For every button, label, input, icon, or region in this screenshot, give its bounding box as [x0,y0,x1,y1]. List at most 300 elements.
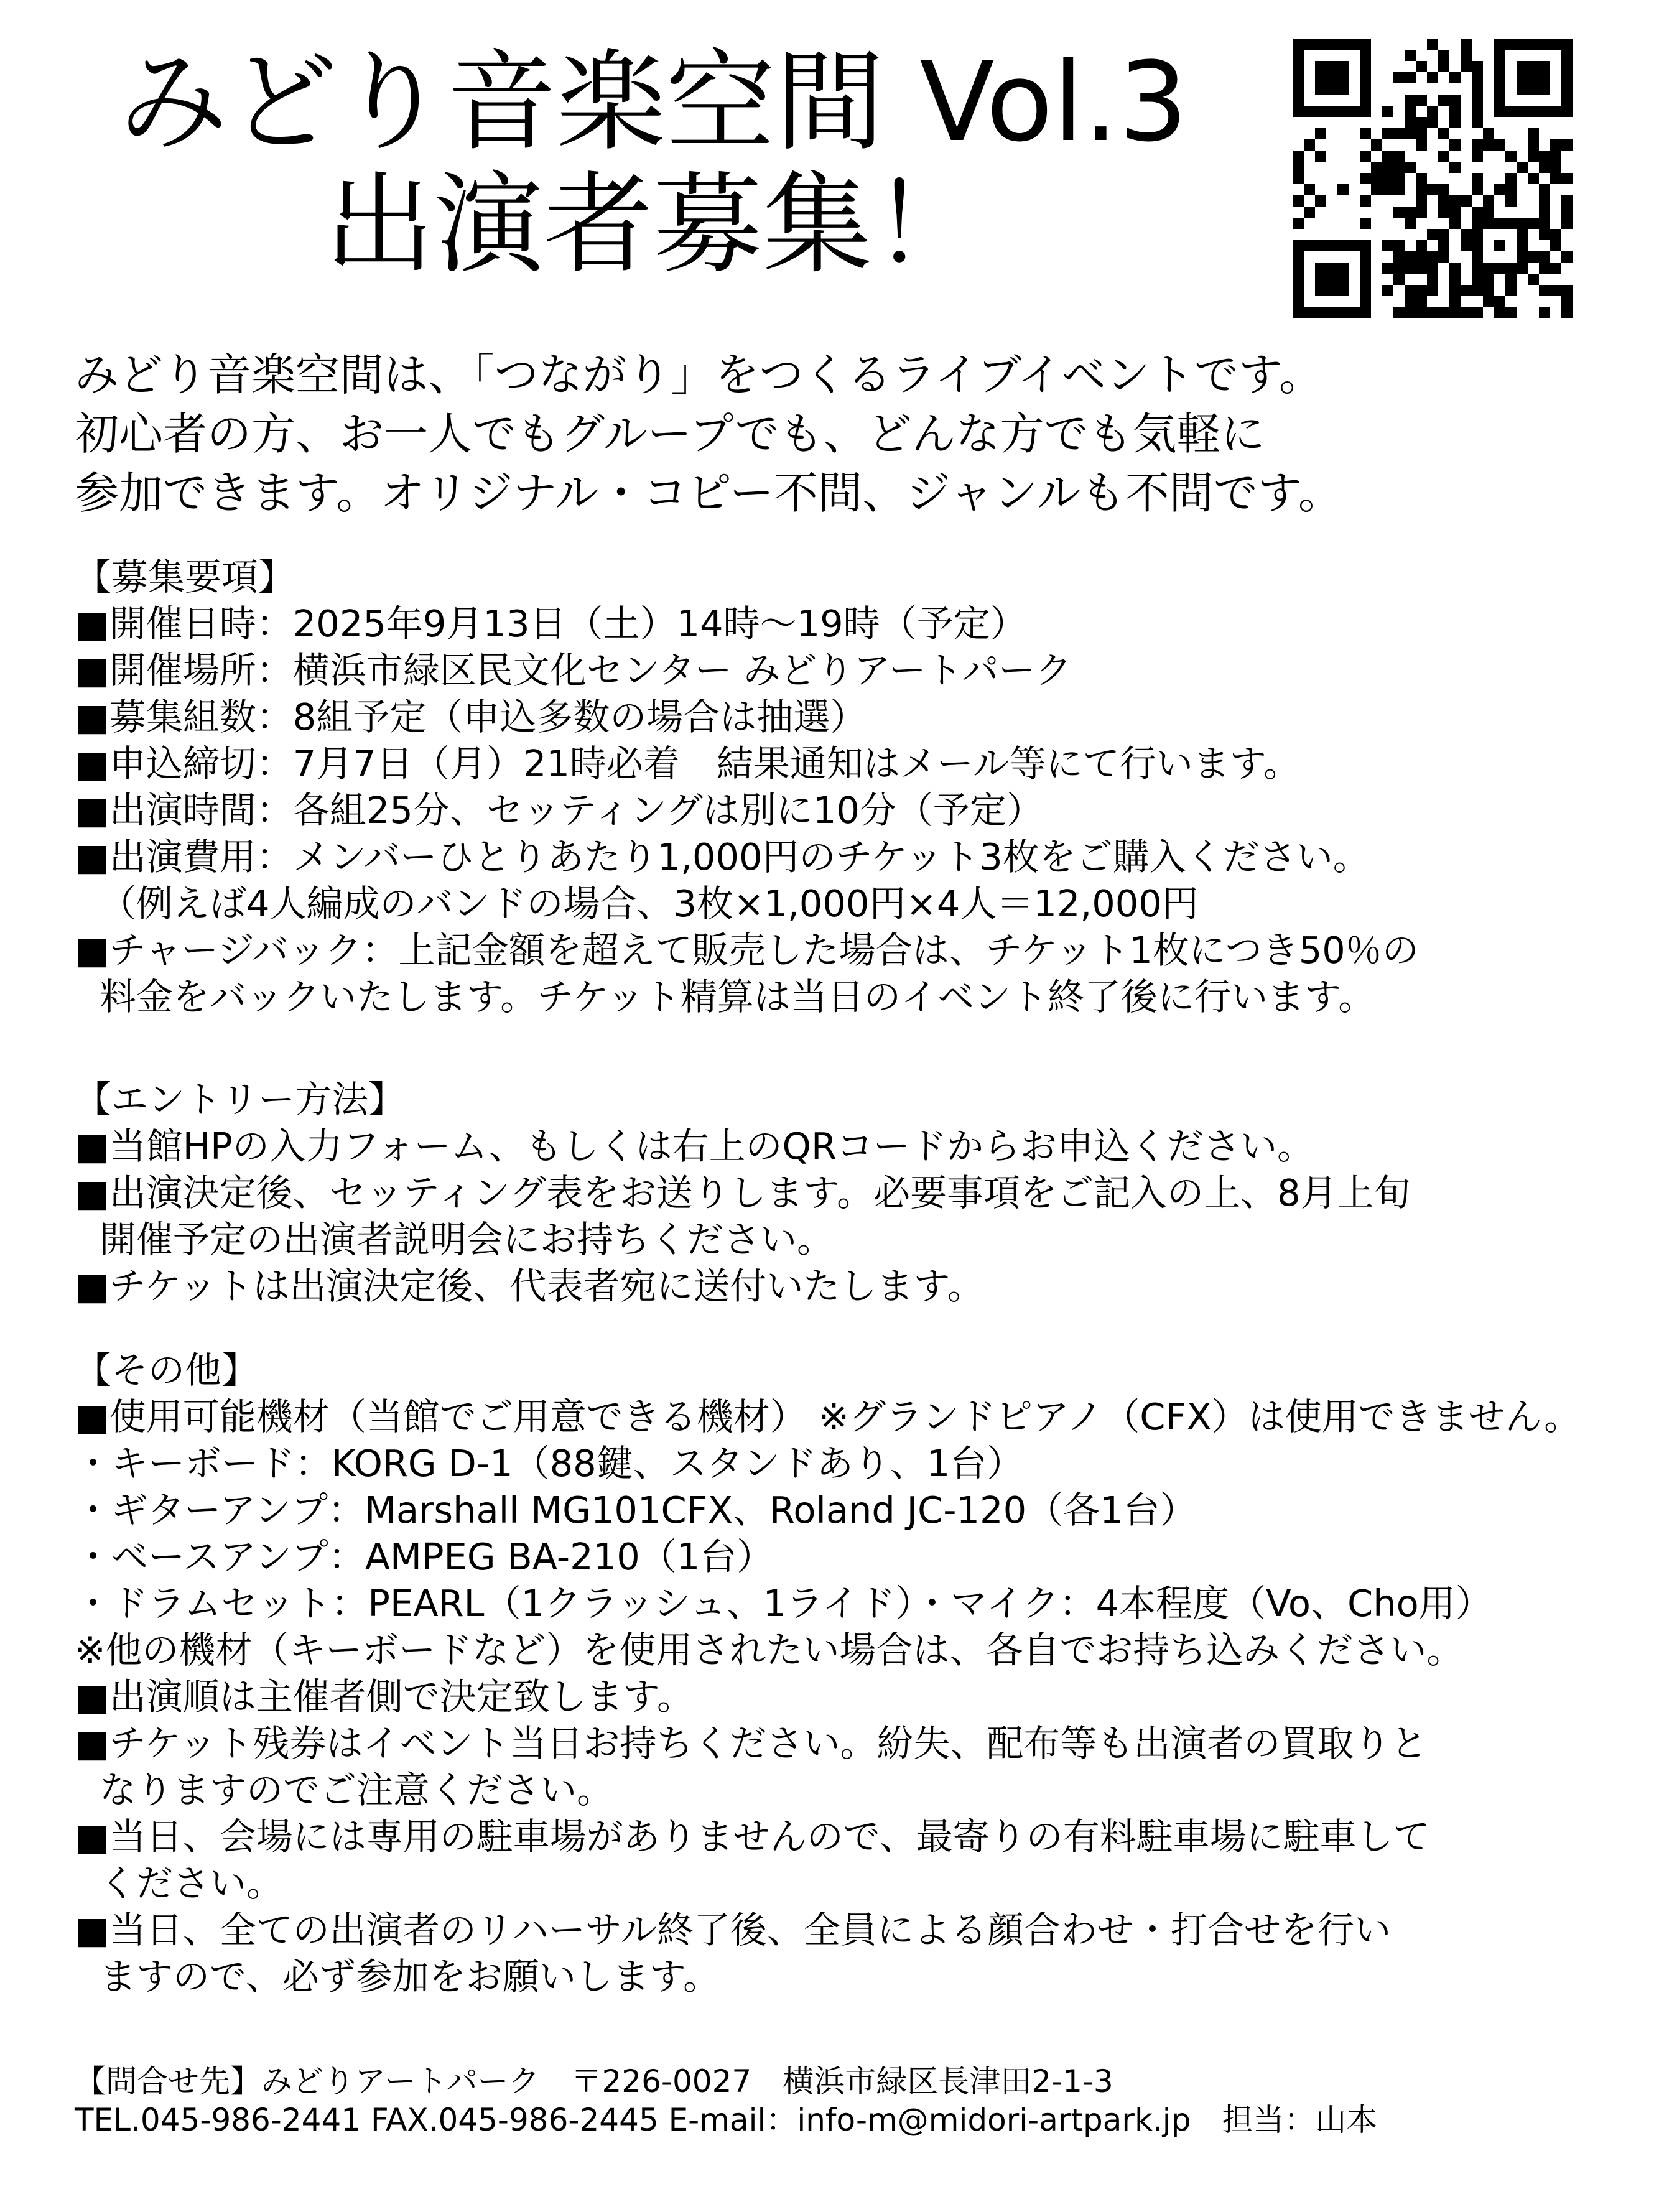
qr-module [1360,151,1371,162]
qr-module [1438,184,1449,195]
qr-module [1382,263,1393,274]
qr-module [1472,151,1483,162]
qr-module [1494,50,1505,61]
qr-module [1326,72,1337,83]
qr-module [1393,240,1405,251]
qr-module [1349,39,1360,50]
qr-module [1438,195,1449,207]
recruit-item-fee: ■出演費用：メンバーひとりあたり1,000円のチケット3枚をご購入ください。 [75,835,1370,878]
qr-module [1427,72,1438,83]
qr-module [1505,39,1517,50]
qr-module [1405,162,1416,173]
qr-module [1461,285,1472,296]
qr-module [1393,274,1405,285]
qr-module [1360,83,1371,95]
other-section [75,1347,1581,2000]
qr-module [1539,195,1550,207]
qr-module [1449,296,1461,307]
qr-module [1449,195,1461,207]
qr-module [1517,83,1528,95]
qr-module [1382,184,1393,195]
qr-module [1337,307,1349,318]
qr-module [1539,263,1550,274]
qr-module [1293,263,1304,274]
qr-module [1304,139,1315,151]
qr-module [1472,173,1483,184]
qr-module [1438,240,1449,251]
qr-module [1315,151,1326,162]
qr-module [1360,307,1371,318]
other-item-meeting-cont: ますので、必ず参加をお願いします。 [100,1955,720,1998]
qr-module [1360,251,1371,263]
entry-item-tickets: ■チケットは出演決定後、代表者宛に送付いたします。 [75,1265,984,1308]
qr-module [1371,139,1382,151]
qr-module [1315,195,1326,207]
qr-module [1393,263,1405,274]
qr-module [1517,229,1528,240]
qr-module [1528,39,1539,50]
qr-module [1416,285,1427,296]
qr-module [1517,251,1528,263]
qr-module [1360,72,1371,83]
qr-module [1550,229,1561,240]
qr-module [1382,151,1393,162]
qr-module [1539,285,1550,296]
recruit-item-deadline: ■申込締切：7月7日（月）21時必着 結果通知はメール等にて行います。 [75,742,1300,785]
qr-module [1472,72,1483,83]
qr-module [1517,263,1528,274]
qr-module [1360,61,1371,72]
qr-module [1393,151,1405,162]
qr-module [1449,106,1461,117]
qr-module [1326,274,1337,285]
qr-module [1483,139,1494,151]
qr-module [1561,251,1573,263]
qr-module [1293,240,1304,251]
qr-module [1539,72,1550,83]
qr-module [1416,139,1427,151]
qr-module [1337,39,1349,50]
qr-module [1405,218,1416,229]
qr-module [1483,274,1494,285]
qr-module [1539,207,1550,218]
qr-module [1494,95,1505,106]
qr-module [1494,296,1505,307]
other-item-meeting: ■当日、全ての出演者のリハーサル終了後、全員による顔合わせ・打合せを行い [75,1908,1392,1951]
qr-module [1416,207,1427,218]
qr-module [1393,173,1405,184]
qr-module [1483,195,1494,207]
qr-module [1528,106,1539,117]
qr-module [1427,285,1438,296]
qr-module [1483,296,1494,307]
section-heading: 【その他】 [75,1349,259,1392]
qr-module [1505,285,1517,296]
contact-footer [75,2062,1377,2139]
qr-module [1393,307,1405,318]
qr-module [1293,106,1304,117]
qr-module [1438,307,1449,318]
qr-module [1505,218,1517,229]
qr-module [1304,307,1315,318]
qr-module [1494,72,1505,83]
qr-module [1550,173,1561,184]
qr-module [1461,50,1472,61]
qr-module [1449,207,1461,218]
qr-module [1561,139,1573,151]
qr-module [1517,218,1528,229]
qr-module [1438,50,1449,61]
qr-module [1360,195,1371,207]
qr-module [1472,184,1483,195]
qr-module [1337,83,1349,95]
qr-module [1550,162,1561,173]
qr-module [1293,162,1304,173]
qr-module [1405,95,1416,106]
qr-module [1382,128,1393,139]
qr-module [1371,184,1382,195]
qr-module [1416,95,1427,106]
qr-module [1472,263,1483,274]
qr-module [1315,274,1326,285]
qr-module [1494,218,1505,229]
qr-module [1539,151,1550,162]
qr-module [1360,263,1371,274]
intro-line: 参加できます。オリジナル・コピー不問、ジャンルも不問です。 [75,467,1343,519]
qr-module [1561,207,1573,218]
qr-module [1461,229,1472,240]
qr-module [1472,229,1483,240]
qr-module [1494,39,1505,50]
qr-module [1326,83,1337,95]
recruit-item-venue: ■開催場所：横浜市緑区民文化センター みどりアートパーク [75,649,1072,692]
equipment-keyboard: ・キーボード：KORG D-1（88鍵、スタンドあり、1台） [75,1442,1024,1485]
qr-module [1360,218,1371,229]
qr-module [1472,95,1483,106]
qr-module [1505,274,1517,285]
qr-module [1315,72,1326,83]
qr-module [1449,117,1461,128]
qr-module [1528,61,1539,72]
qr-module [1405,285,1416,296]
qr-module [1561,307,1573,318]
qr-module [1505,106,1517,117]
qr-module [1517,106,1528,117]
qr-module [1416,61,1427,72]
qr-module [1494,184,1505,195]
page-title: みどり音楽空間 Vol.3 [118,39,1188,166]
qr-module [1517,72,1528,83]
entry-item-setting-sheet-cont: 開催予定の出演者説明会にお持ちください。 [100,1218,834,1261]
qr-module [1393,128,1405,139]
recruit-item-date: ■開催日時：2025年9月13日（土）14時～19時（予定） [75,602,1027,645]
qr-module [1315,285,1326,296]
qr-module [1472,274,1483,285]
qr-module [1315,307,1326,318]
qr-module [1494,139,1505,151]
qr-module [1550,106,1561,117]
qr-module [1315,106,1326,117]
qr-module [1315,263,1326,274]
qr-module [1304,207,1315,218]
qr-code-image[interactable] [1293,39,1573,318]
qr-module [1472,139,1483,151]
qr-module [1382,285,1393,296]
qr-module [1405,117,1416,128]
qr-module [1360,173,1371,184]
qr-module [1449,274,1461,285]
qr-module [1461,195,1472,207]
qr-module [1494,263,1505,274]
section-heading: 【募集要項】 [75,555,295,598]
qr-module [1337,285,1349,296]
qr-module [1494,83,1505,95]
qr-module [1449,72,1461,83]
qr-module [1293,95,1304,106]
qr-module [1393,162,1405,173]
qr-module [1461,61,1472,72]
qr-module [1315,39,1326,50]
other-item-equipment: ■使用可能機材（当館でご用意できる機材） ※グランドピアノ（CFX）は使用できません。 [75,1395,1581,1438]
contact-phone-email[interactable]: TEL.045-986-2441 FAX.045-986-2445 E-mail：info-m@midori-artpark.jp 担当：山本 [75,2102,1378,2138]
qr-module [1494,307,1505,318]
qr-module [1382,173,1393,184]
qr-module [1427,229,1438,240]
qr-module [1438,207,1449,218]
qr-module [1517,240,1528,251]
equipment-guitar-amp: ・ギターアンプ：Marshall MG101CFX、Roland JC-120（各1台） [75,1489,1197,1531]
qr-module [1561,296,1573,307]
qr-module [1393,207,1405,218]
qr-module [1416,184,1427,195]
qr-module [1528,173,1539,184]
recruitment-section [75,554,1419,1020]
qr-module [1561,72,1573,83]
qr-module [1528,274,1539,285]
recruit-item-fee-example: （例えば4人編成のバンドの場合、3枚×1,000円×4人＝12,000円 [100,882,1199,925]
qr-module [1528,72,1539,83]
qr-module [1561,50,1573,61]
qr-module [1472,307,1483,318]
qr-module [1326,263,1337,274]
entry-section [75,1076,1411,1309]
qr-module [1427,307,1438,318]
other-item-remaining-tickets-cont: なりますのでご注意ください。 [100,1768,614,1811]
qr-module [1550,263,1561,274]
qr-module [1293,151,1304,162]
qr-module [1449,162,1461,173]
qr-module [1539,61,1550,72]
qr-module [1393,251,1405,263]
equipment-drums-mic: ・ドラムセット：PEARL（1クラッシュ、1ライド）・マイク：4本程度（Vo、Cho用） [75,1582,1492,1625]
qr-module [1405,207,1416,218]
qr-module [1416,296,1427,307]
qr-module [1505,184,1517,195]
qr-module [1505,151,1517,162]
intro-line: 初心者の方、お一人でもグループでも、どんな方でも気軽に [75,408,1265,460]
contact-address: 【問合せ先】みどりアートパーク 〒226-0027 横浜市緑区長津田2-1-3 [75,2063,1113,2099]
qr-module [1483,218,1494,229]
qr-module [1360,296,1371,307]
qr-module [1304,184,1315,195]
qr-module [1371,162,1382,173]
qr-module [1293,296,1304,307]
qr-module [1360,106,1371,117]
qr-module [1528,151,1539,162]
qr-module [1438,251,1449,263]
qr-module [1539,83,1550,95]
qr-module [1449,139,1461,151]
qr-module [1539,218,1550,229]
qr-module [1360,285,1371,296]
qr-module [1528,251,1539,263]
qr-module [1326,39,1337,50]
qr-module [1539,162,1550,173]
qr-module [1315,83,1326,95]
page-subtitle: 出演者募集！ [324,161,982,289]
entry-item-setting-sheet: ■出演決定後、セッティング表をお送りします。必要事項をご記入の上、8月上旬 [75,1171,1411,1214]
qr-module [1371,173,1382,184]
qr-module [1293,251,1304,263]
qr-module [1416,240,1427,251]
qr-module [1561,106,1573,117]
qr-module [1461,240,1472,251]
qr-module [1438,229,1449,240]
qr-module [1449,285,1461,296]
qr-module [1483,285,1494,296]
qr-module [1483,207,1494,218]
qr-module [1472,218,1483,229]
qr-module [1405,50,1416,61]
qr-module [1315,128,1326,139]
qr-module [1337,72,1349,83]
qr-module [1326,61,1337,72]
qr-module [1360,274,1371,285]
qr-module [1293,83,1304,95]
qr-module [1293,72,1304,83]
qr-module [1528,218,1539,229]
recruit-item-chargeback-cont: 料金をバックいたします。チケット精算は当日のイベント終了後に行います。 [100,975,1375,1018]
qr-module [1393,184,1405,195]
qr-module [1315,240,1326,251]
qr-module [1438,128,1449,139]
qr-module [1416,128,1427,139]
other-item-own-equipment: ※他の機材（キーボードなど）を使用されたい場合は、各自でお持ち込みください。 [75,1629,1464,1671]
qr-module [1405,296,1416,307]
qr-module [1449,263,1461,274]
qr-module [1293,195,1304,207]
qr-module [1293,173,1304,184]
qr-module [1449,218,1461,229]
qr-module [1293,274,1304,285]
qr-module [1405,251,1416,263]
qr-module [1539,39,1550,50]
equipment-bass-amp: ・ベースアンプ：AMPEG BA-210（1台） [75,1535,774,1578]
qr-module [1449,95,1461,106]
qr-module [1472,61,1483,72]
qr-module [1472,285,1483,296]
qr-module [1561,285,1573,296]
qr-module [1539,106,1550,117]
qr-module [1438,151,1449,162]
qr-module [1416,251,1427,263]
qr-module [1561,83,1573,95]
qr-module [1382,162,1393,173]
qr-module [1472,240,1483,251]
qr-module [1494,240,1505,251]
qr-module [1416,263,1427,274]
qr-module [1449,307,1461,318]
qr-module [1405,106,1416,117]
intro-paragraph [75,345,1342,523]
qr-module [1427,263,1438,274]
qr-module [1360,240,1371,251]
qr-module [1293,218,1304,229]
qr-module [1349,106,1360,117]
qr-module [1416,307,1427,318]
qr-module [1427,117,1438,128]
qr-module [1472,251,1483,263]
qr-module [1561,39,1573,50]
qr-module [1550,139,1561,151]
qr-module [1416,173,1427,184]
qr-module [1528,83,1539,95]
other-item-parking: ■当日、会場には専用の駐車場がありませんので、最寄りの有料駐車場に駐車して [75,1815,1430,1858]
qr-module [1304,39,1315,50]
qr-module [1528,139,1539,151]
qr-module [1360,39,1371,50]
qr-module [1427,274,1438,285]
qr-module [1416,195,1427,207]
qr-module [1405,307,1416,318]
qr-module [1405,263,1416,274]
qr-module [1505,307,1517,318]
qr-module [1315,61,1326,72]
qr-module [1360,95,1371,106]
qr-module [1293,50,1304,61]
other-item-remaining-tickets: ■チケット残券はイベント当日お持ちください。紛失、配布等も出演者の買取りと [75,1722,1428,1765]
recruit-item-groups: ■募集組数：8組予定（申込多数の場合は抽選） [75,695,867,738]
qr-module [1416,117,1427,128]
intro-line: みどり音楽空間は、「つながり」をつくるライブイベントです。 [75,349,1324,401]
qr-module [1360,128,1371,139]
recruit-item-chargeback: ■チャージバック：上記金額を超えて販売した場合は、チケット1枚につき50％の [75,929,1419,972]
qr-module [1550,240,1561,251]
qr-module [1326,106,1337,117]
qr-module [1293,39,1304,50]
qr-module [1561,218,1573,229]
qr-module [1561,195,1573,207]
qr-module [1539,184,1550,195]
recruit-item-time: ■出演時間：各組25分、セッティングは別に10分（予定） [75,789,1043,832]
qr-module [1427,39,1438,50]
qr-module [1405,72,1416,83]
qr-module [1505,173,1517,184]
other-item-parking-cont: ください。 [100,1862,284,1905]
qr-module [1438,95,1449,106]
qr-module [1337,240,1349,251]
qr-module [1461,307,1472,318]
qr-module [1539,307,1550,318]
qr-module [1528,128,1539,139]
qr-module [1382,106,1393,117]
qr-module [1472,117,1483,128]
qr-module [1539,251,1550,263]
qr-module [1393,72,1405,83]
qr-module [1438,61,1449,72]
qr-module [1561,95,1573,106]
qr-module [1326,285,1337,296]
